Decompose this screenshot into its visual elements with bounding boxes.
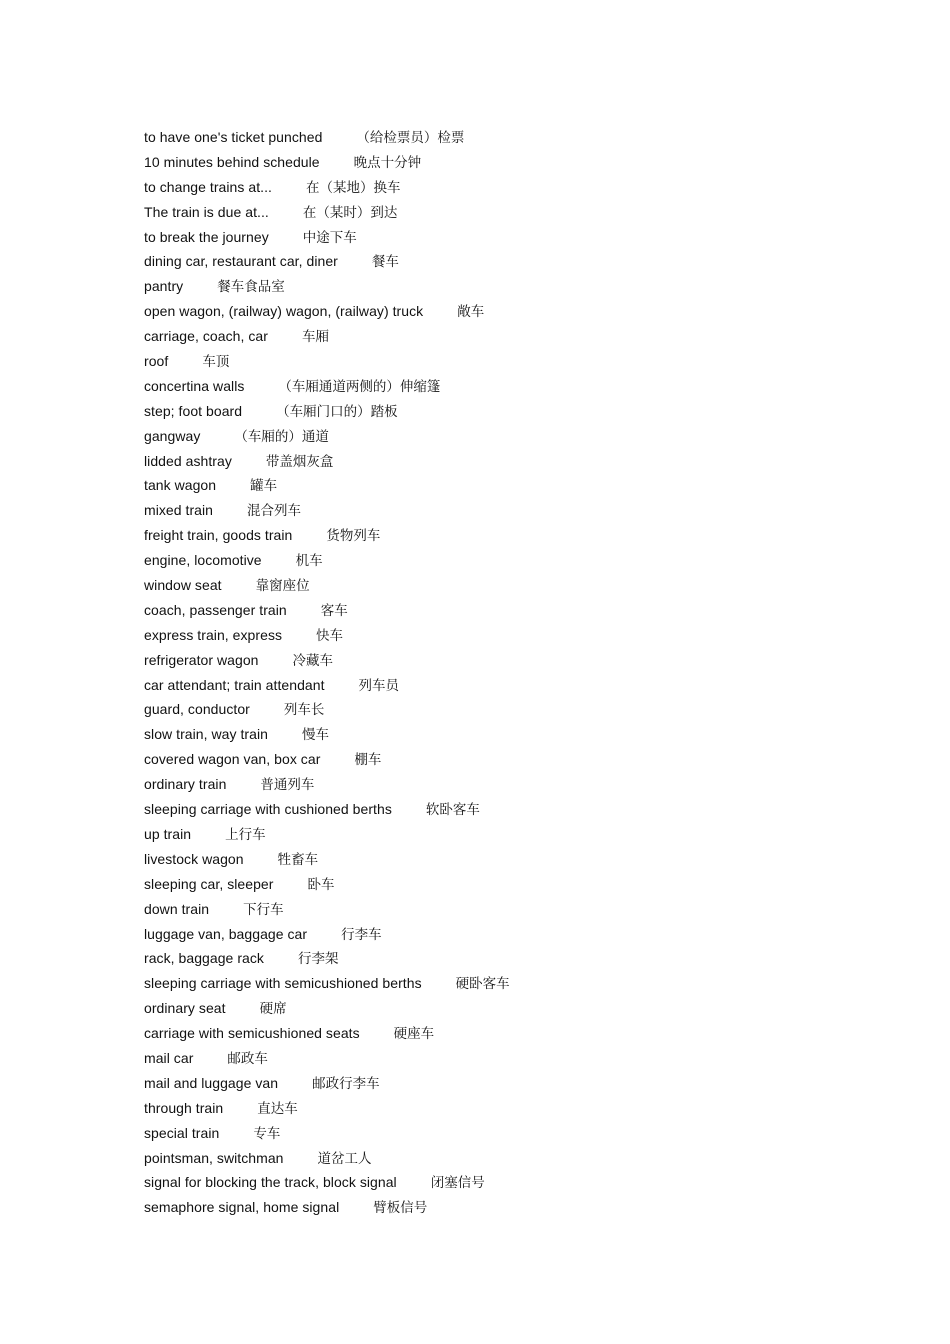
vocabulary-entry [144, 226, 510, 251]
english-term: mail and luggage van [144, 1074, 279, 1091]
vocabulary-entry [144, 624, 510, 649]
vocabulary-entry [144, 524, 510, 549]
vocabulary-entry [144, 898, 510, 923]
vocabulary-entry [144, 848, 510, 873]
english-term: pointsman, switchman [144, 1149, 284, 1166]
english-term: to have one's ticket punched [144, 129, 323, 145]
vocabulary-entry [144, 1072, 510, 1097]
chinese-translation: 行李车 [341, 926, 382, 943]
vocabulary-entry [144, 201, 510, 226]
vocabulary-entry [144, 474, 510, 499]
chinese-translation: 列车长 [283, 702, 325, 719]
english-term: concertina walls [144, 377, 245, 394]
english-term: coach, passenger train [144, 601, 287, 618]
chinese-translation: 机车 [295, 553, 323, 570]
vocabulary-entry [144, 1022, 510, 1047]
vocabulary-entry [144, 375, 510, 400]
english-term: 10 minutes behind schedule [144, 153, 320, 170]
english-term: ordinary seat [144, 1000, 226, 1017]
vocabulary-entry [144, 1097, 510, 1122]
chinese-translation: 道岔工人 [317, 1150, 372, 1167]
vocabulary-entry [144, 923, 510, 948]
english-term: tank wagon [144, 477, 217, 494]
chinese-translation: （车厢通道两侧的）伸缩篷 [278, 378, 441, 395]
chinese-translation: 闭塞信号 [430, 1175, 485, 1192]
vocabulary-entry [144, 1122, 510, 1147]
vocabulary-entry [144, 425, 510, 450]
english-term: carriage with semicushioned seats [144, 1025, 360, 1042]
english-term: mixed train [144, 502, 214, 519]
vocabulary-entry [144, 499, 510, 524]
vocabulary-entry [144, 674, 510, 699]
chinese-translation: 臂板信号 [373, 1200, 428, 1217]
chinese-translation: （车厢的）通道 [234, 428, 329, 445]
english-term: through train [144, 1099, 224, 1116]
english-term: rack, baggage rack [144, 950, 264, 967]
vocabulary-entry [144, 126, 510, 151]
vocabulary-entry [144, 350, 510, 375]
chinese-translation: 上行车 [225, 826, 266, 843]
vocabulary-entry [144, 997, 510, 1022]
english-term: slow train, way train [144, 726, 268, 743]
vocabulary-entry [144, 972, 510, 997]
english-term: gangway [144, 427, 201, 444]
chinese-translation: 棚车 [354, 752, 382, 769]
english-term: luggage van, baggage car [144, 925, 308, 942]
vocabulary-entry [144, 549, 510, 574]
chinese-translation: 混合列车 [247, 503, 302, 520]
chinese-translation: 餐车 [371, 254, 399, 271]
chinese-translation: 中途下车 [302, 229, 357, 246]
vocabulary-entry [144, 151, 510, 176]
vocabulary-entry [144, 450, 510, 475]
chinese-translation: 直达车 [257, 1100, 298, 1117]
english-term: sleeping carriage with semicushioned berths [144, 975, 422, 992]
chinese-translation: 软卧客车 [425, 802, 480, 819]
chinese-translation: 晚点十分钟 [353, 154, 422, 171]
vocabulary-entry [144, 1171, 510, 1196]
english-term: freight train, goods train [144, 527, 293, 544]
vocabulary-entry [144, 1196, 510, 1221]
chinese-translation: 硬座车 [393, 1026, 435, 1043]
chinese-translation: 车厢 [301, 329, 329, 346]
vocabulary-entry [144, 823, 510, 848]
chinese-translation: 行李架 [297, 951, 339, 968]
vocabulary-entry [144, 748, 510, 773]
english-term: dining car, restaurant car, diner [144, 253, 338, 270]
chinese-translation: 下行车 [243, 901, 284, 918]
english-term: roof [144, 353, 169, 370]
chinese-translation: 普通列车 [260, 777, 315, 794]
english-term: sleeping car, sleeper [144, 875, 274, 892]
english-term: livestock wagon [144, 850, 244, 867]
vocabulary-entry [144, 400, 510, 425]
chinese-translation: （车厢门口的）踏板 [276, 403, 398, 420]
chinese-translation: 卧车 [307, 876, 335, 893]
vocabulary-entry [144, 1147, 510, 1172]
chinese-translation: 慢车 [301, 727, 329, 744]
english-term: express train, express [144, 626, 283, 643]
vocabulary-entry [144, 1047, 510, 1072]
chinese-translation: 快车 [316, 627, 344, 644]
chinese-translation: 硬卧客车 [455, 976, 510, 993]
english-term: The train is due at... [144, 203, 269, 220]
english-term: special train [144, 1124, 220, 1141]
english-term: semaphore signal, home signal [144, 1199, 340, 1216]
chinese-translation: 餐车食品室 [217, 279, 285, 296]
chinese-translation: 列车员 [358, 677, 400, 694]
vocabulary-entry [144, 325, 510, 350]
english-term: open wagon, (railway) wagon, (railway) truck [144, 303, 424, 320]
english-term: covered wagon van, box car [144, 751, 321, 768]
chinese-translation: 罐车 [250, 478, 278, 495]
chinese-translation: 在（某地）换车 [305, 179, 401, 196]
vocabulary-entry [144, 176, 510, 201]
english-term: carriage, coach, car [144, 328, 268, 345]
english-term: refrigerator wagon [144, 651, 259, 668]
english-term: lidded ashtray [144, 452, 232, 469]
chinese-translation: 冷藏车 [292, 652, 334, 669]
vocabulary-entry [144, 798, 510, 823]
chinese-translation: （给检票员）检票 [356, 130, 465, 146]
english-term: step; foot board [144, 402, 243, 419]
english-term: mail car [144, 1049, 194, 1066]
vocabulary-entry [144, 723, 510, 748]
chinese-translation: 在（某时）到达 [302, 204, 398, 221]
chinese-translation: 邮政行李车 [312, 1075, 380, 1092]
english-term: signal for blocking the track, block signal [144, 1174, 397, 1191]
chinese-translation: 带盖烟灰盒 [265, 453, 334, 470]
vocabulary-entry [144, 947, 510, 972]
english-term: window seat [144, 577, 222, 594]
chinese-translation: 敞车 [457, 304, 485, 321]
vocabulary-entry [144, 250, 510, 275]
chinese-translation: 车顶 [202, 354, 230, 371]
vocabulary-list [144, 126, 510, 1221]
vocabulary-entry [144, 574, 510, 599]
chinese-translation: 牲畜车 [277, 851, 319, 868]
chinese-translation: 货物列车 [326, 528, 381, 545]
chinese-translation: 专车 [253, 1125, 281, 1142]
english-term: sleeping carriage with cushioned berths [144, 801, 392, 818]
english-term: up train [144, 825, 192, 842]
english-term: down train [144, 900, 210, 917]
vocabulary-entry [144, 599, 510, 624]
chinese-translation: 硬席 [259, 1001, 287, 1018]
vocabulary-entry [144, 275, 510, 300]
english-term: pantry [144, 278, 184, 295]
vocabulary-entry [144, 300, 510, 325]
chinese-translation: 靠窗座位 [255, 578, 310, 595]
english-term: car attendant; train attendant [144, 676, 325, 693]
chinese-translation: 邮政车 [227, 1050, 268, 1067]
chinese-translation: 客车 [320, 602, 348, 619]
english-term: ordinary train [144, 776, 227, 793]
english-term: to break the journey [144, 228, 269, 245]
vocabulary-entry [144, 698, 510, 723]
english-term: guard, conductor [144, 701, 250, 718]
vocabulary-entry [144, 649, 510, 674]
english-term: to change trains at... [144, 178, 272, 195]
vocabulary-entry [144, 773, 510, 798]
english-term: engine, locomotive [144, 552, 262, 569]
vocabulary-entry [144, 873, 510, 898]
